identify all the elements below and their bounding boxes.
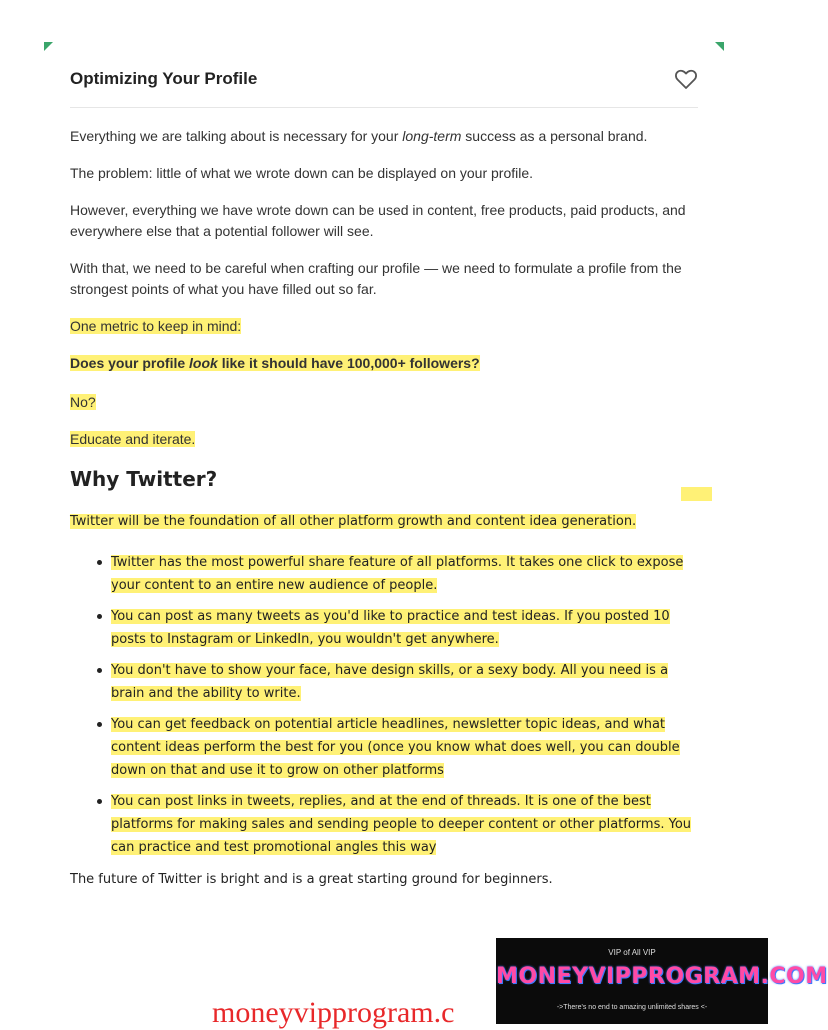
twitter-benefits-list xyxy=(97,551,699,867)
list-item: You can post as many tweets as you'd like to practice and test ideas. If you posted 10 posts to Instagram or LinkedIn, you wouldn't get anywhere. xyxy=(97,605,699,651)
section-intro: Twitter will be the foundation of all other platform growth and content idea generation. xyxy=(70,514,637,529)
badge-tagline: VIP of All VIP xyxy=(608,948,656,957)
section-title: Why Twitter? xyxy=(70,467,218,491)
heart-icon[interactable] xyxy=(674,68,698,90)
paragraph-long-term: Everything we are talking about is necessary for your long-term success as a personal brand. xyxy=(70,128,648,144)
paragraph-educate: Educate and iterate. xyxy=(70,431,196,447)
paragraph-followers-question: Does your profile look like it should have 100,000+ followers? xyxy=(70,355,480,371)
corner-marker-left xyxy=(44,42,53,51)
list-item: Twitter has the most powerful share feature of all platforms. It takes one click to expose your content to an entire new audience of people. xyxy=(97,551,699,597)
watermark-badge xyxy=(496,938,828,1024)
corner-marker-right xyxy=(715,42,724,51)
page-title: Optimizing Your Profile xyxy=(70,69,258,88)
badge-subtitle: ->There's no end to amazing unlimited shares <- xyxy=(556,1004,708,1011)
paragraph-content-use: However, everything we have wrote down can be used in content, free products, paid products, and everywhere else that a potential follower will see. xyxy=(70,202,686,239)
list-item: You can get feedback on potential article headlines, newsletter topic ideas, and what content ideas perform the best for you (once you know what does well, you can double down on that and use it to grow on other platforms xyxy=(97,713,699,782)
paragraph-crafting-profile: With that, we need to be careful when crafting our profile — we need to formulate a profile from the strongest points of what you have filled out so far. xyxy=(70,260,682,297)
badge-logo-text: MONEYVIPPROGRAM.COM xyxy=(496,964,828,989)
watermark-url: moneyvipprogram.c xyxy=(212,996,455,1029)
list-item: You don't have to show your face, have design skills, or a sexy body. All you need is a brain and the ability to write. xyxy=(97,659,699,705)
card-header xyxy=(70,62,698,108)
paragraph-no: No? xyxy=(70,394,96,410)
highlight-mark xyxy=(681,487,712,501)
paragraph-problem: The problem: little of what we wrote down can be displayed on your profile. xyxy=(70,165,534,181)
closing-paragraph: The future of Twitter is bright and is a great starting ground for beginners. xyxy=(70,872,553,887)
paragraph-metric: One metric to keep in mind: xyxy=(70,318,242,334)
list-item: You can post links in tweets, replies, and at the end of threads. It is one of the best platforms for making sales and sending people to deeper content or other platforms. You can practice and test promotional angles this way xyxy=(97,790,699,859)
